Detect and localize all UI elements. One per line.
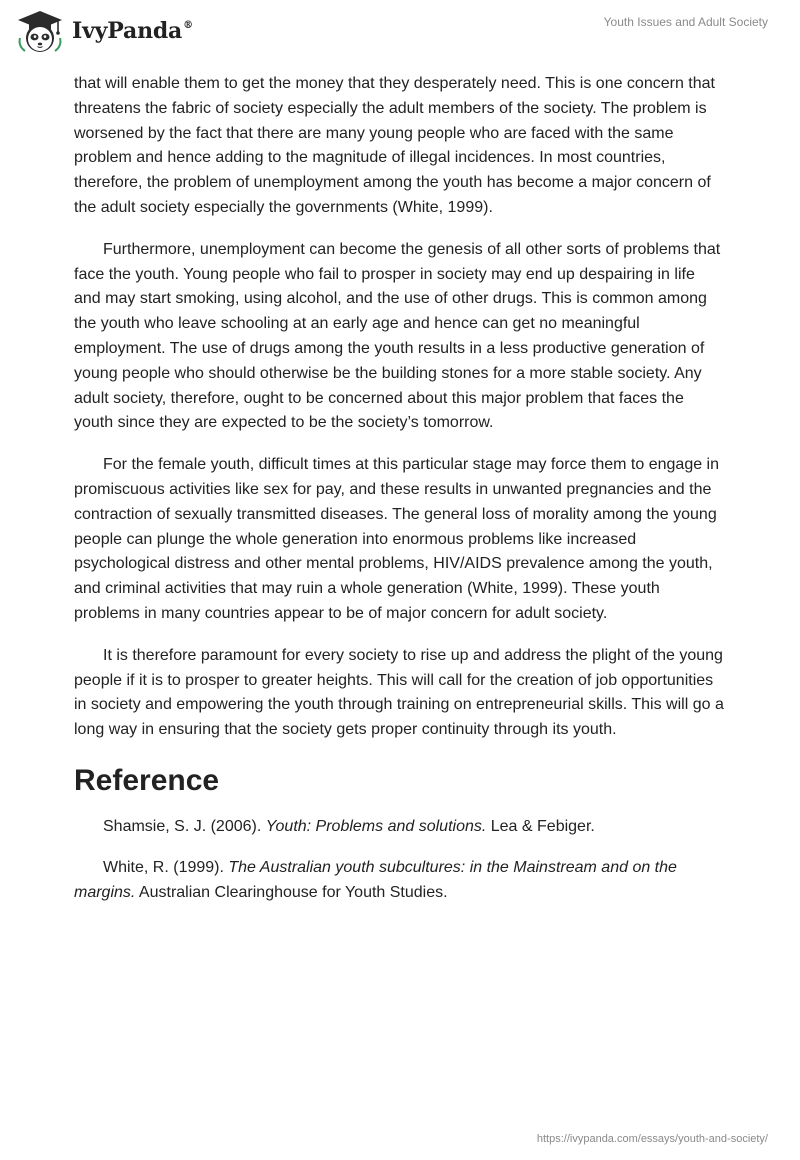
panda-graduation-cap-icon [14,8,66,54]
reference-publisher: Lea & Febiger. [486,817,595,835]
body-paragraph: that will enable them to get the money that they desperately need. This is one concern that threatens the fabric of society especially the adult members of the society. The problem is worsened by the fact that there are many young people who are faced with the same problem and hence adding to the magnitude of illegal incidences. In most countries, therefore, the problem of unemployment among the youth has become a major concern of the adult society especially the governments (White, 1999). [74,75,715,216]
registered-mark: ® [183,20,193,31]
reference-heading: Reference [74,763,220,797]
body-paragraph: For the female youth, difficult times at this particular stage may force them to engage in promiscuous activities like sex for pay, and these results in unwanted pregnancies and the contraction of sexually transmitted diseases. The general loss of morality among the young people can plunge the whole generation into enormous problems like increased psychological distress and other mental problems, HIV/AIDS prevalence among the youth, and criminal activities that may ruin a whole generation (White, 1999). These youth problems in many countries appear to be of major concern for adult society. [74,456,720,622]
page-header [0,0,800,64]
reference-publisher: Australian Clearinghouse for Youth Studies. [135,883,448,901]
essay-content [74,72,724,921]
reference-title: Youth: Problems and solutions. [265,817,487,835]
reference-entry [74,856,724,906]
brand-name: IvyPanda® [72,18,193,44]
reference-authors: White, R. (1999). [103,858,229,876]
reference-title: The Australian youth subcultures: in the Mainstream and on the margins. [74,858,677,901]
body-paragraph: Furthermore, unemployment can become the genesis of all other sorts of problems that face the youth. Young people who fail to prosper in society may end up despairing in life and may start smoking, using alcohol, and the use of other drugs. This is common among the youth who leave schooling at an early age and hence can get no meaningful employment. The use of drugs among the youth results in a less productive generation of young people who should otherwise be the building stones for a more stable society. Any adult society, therefore, ought to be concerned about this major problem that faces the youth since they are expected to be the society’s tomorrow. [74,240,721,432]
ivypanda-logo[interactable] [14,8,193,54]
source-url[interactable]: https://ivypanda.com/essays/youth-and-society/ [536,1133,768,1145]
document-title: Youth Issues and Adult Society [603,15,768,29]
reference-entry [74,815,724,840]
reference-authors: Shamsie, S. J. (2006). [103,817,266,835]
body-paragraph: It is therefore paramount for every society to rise up and address the plight of the young people if it is to prosper to greater heights. This will call for the creation of job opportunities in society and empowering the youth through training on entrepreneurial skills. This will go a long way in ensuring that the society gets proper continuity through its youth. [74,646,724,739]
